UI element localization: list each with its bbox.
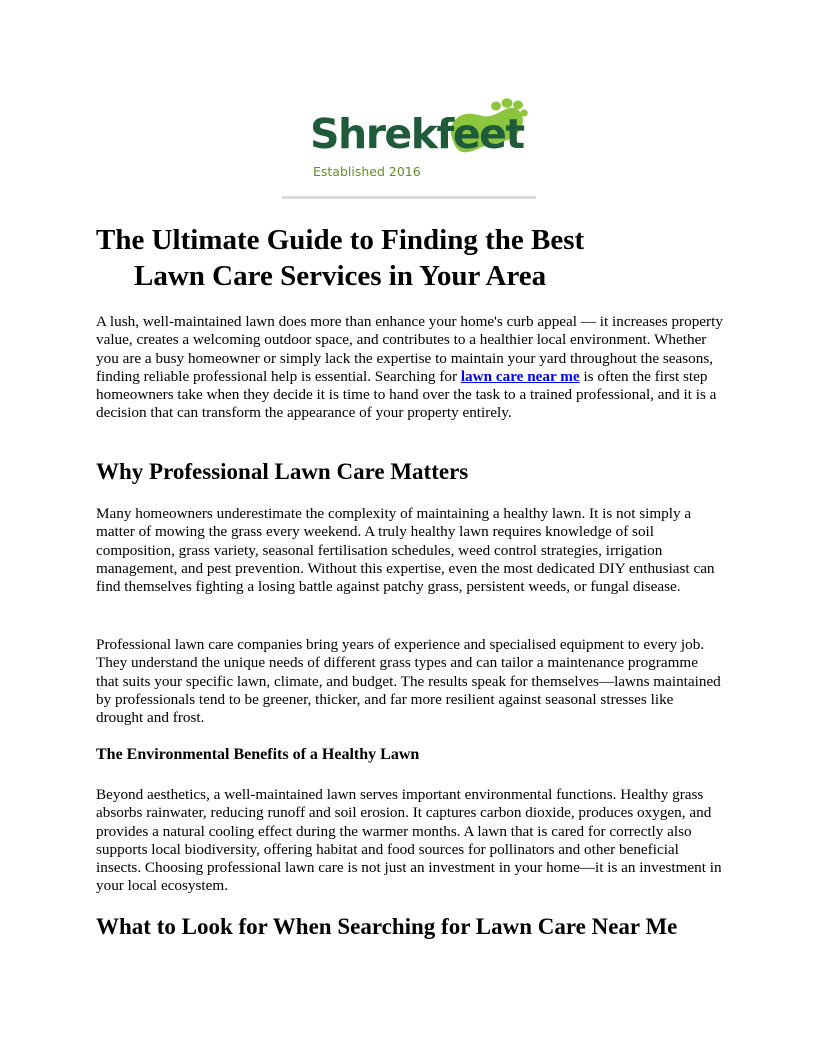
subsection-heading-environment: The Environmental Benefits of a Healthy Lawn — [96, 746, 420, 763]
section-why-paragraph-2: Professional lawn care companies bring years of experience and specialised equipment to every job. They understand the unique needs of different grass types and can tailor a maintenance programme that suits your specific lawn, climate, and budget. The results speak for themselves—lawns maintained by professionals tend to be greener, thicker, and far more resilient against seasonal stresses like drought and frost. — [96, 636, 721, 727]
lawn-care-near-me-link[interactable]: lawn care near me — [460, 367, 580, 385]
intro-text-before: A lush, well-maintained lawn does more than enhance your home's curb appeal — it increases property value, creates a welcoming outdoor space, and contributes to a healthier local environment. Whether you are a busy homeowner or simply lack the expertise to maintain your yard throughout the seasons, finding reliable professional help is essential. Searching for — [96, 313, 723, 385]
intro-text-after: is often the first step homeowners take when they decide it is time to hand over the task to a trained professional, and it is a decision that can transform the appearance of your property entirely. — [96, 367, 717, 422]
title-line-1: The Ultimate Guide to Finding the Best — [96, 224, 585, 256]
section-heading-what-to-look-for: What to Look for When Searching for Lawn Care Near Me — [96, 914, 678, 939]
section-heading-why: Why Professional Lawn Care Matters — [96, 459, 469, 484]
brand-tagline: Established 2016 — [313, 164, 421, 179]
intro-paragraph — [96, 313, 724, 423]
page-title — [96, 222, 736, 294]
subsection-environment-paragraph: Beyond aesthetics, a well-maintained lawn serves important environmental functions. Healthy grass absorbs rainwater, reducing runoff and soil erosion. It captures carbon dioxide, produces oxygen, and provides a natural cooling effect during the warmer months. A lawn that is cared for correctly also supports local biodiversity, offering habitat and food sources for pollinators and other beneficial insects. Choosing professional lawn care is not just an investment in your home—it is an investment in your local ecosystem. — [96, 786, 722, 895]
header-divider — [282, 196, 536, 199]
title-line-2: Lawn Care Services in Your Area — [134, 260, 547, 292]
brand-name: Shrekfeet — [310, 110, 524, 158]
section-why-paragraph-1: Many homeowners underestimate the complexity of maintaining a healthy lawn. It is not simply a matter of mowing the grass every weekend. A truly healthy lawn requires knowledge of soil composition, grass variety, seasonal fertilisation schedules, weed control strategies, irrigation management, and pest prevention. Without this expertise, even the most dedicated DIY enthusiast can find themselves fighting a losing battle against patchy grass, persistent weeds, or fungal disease. — [96, 505, 715, 596]
brand-logo — [280, 98, 536, 202]
